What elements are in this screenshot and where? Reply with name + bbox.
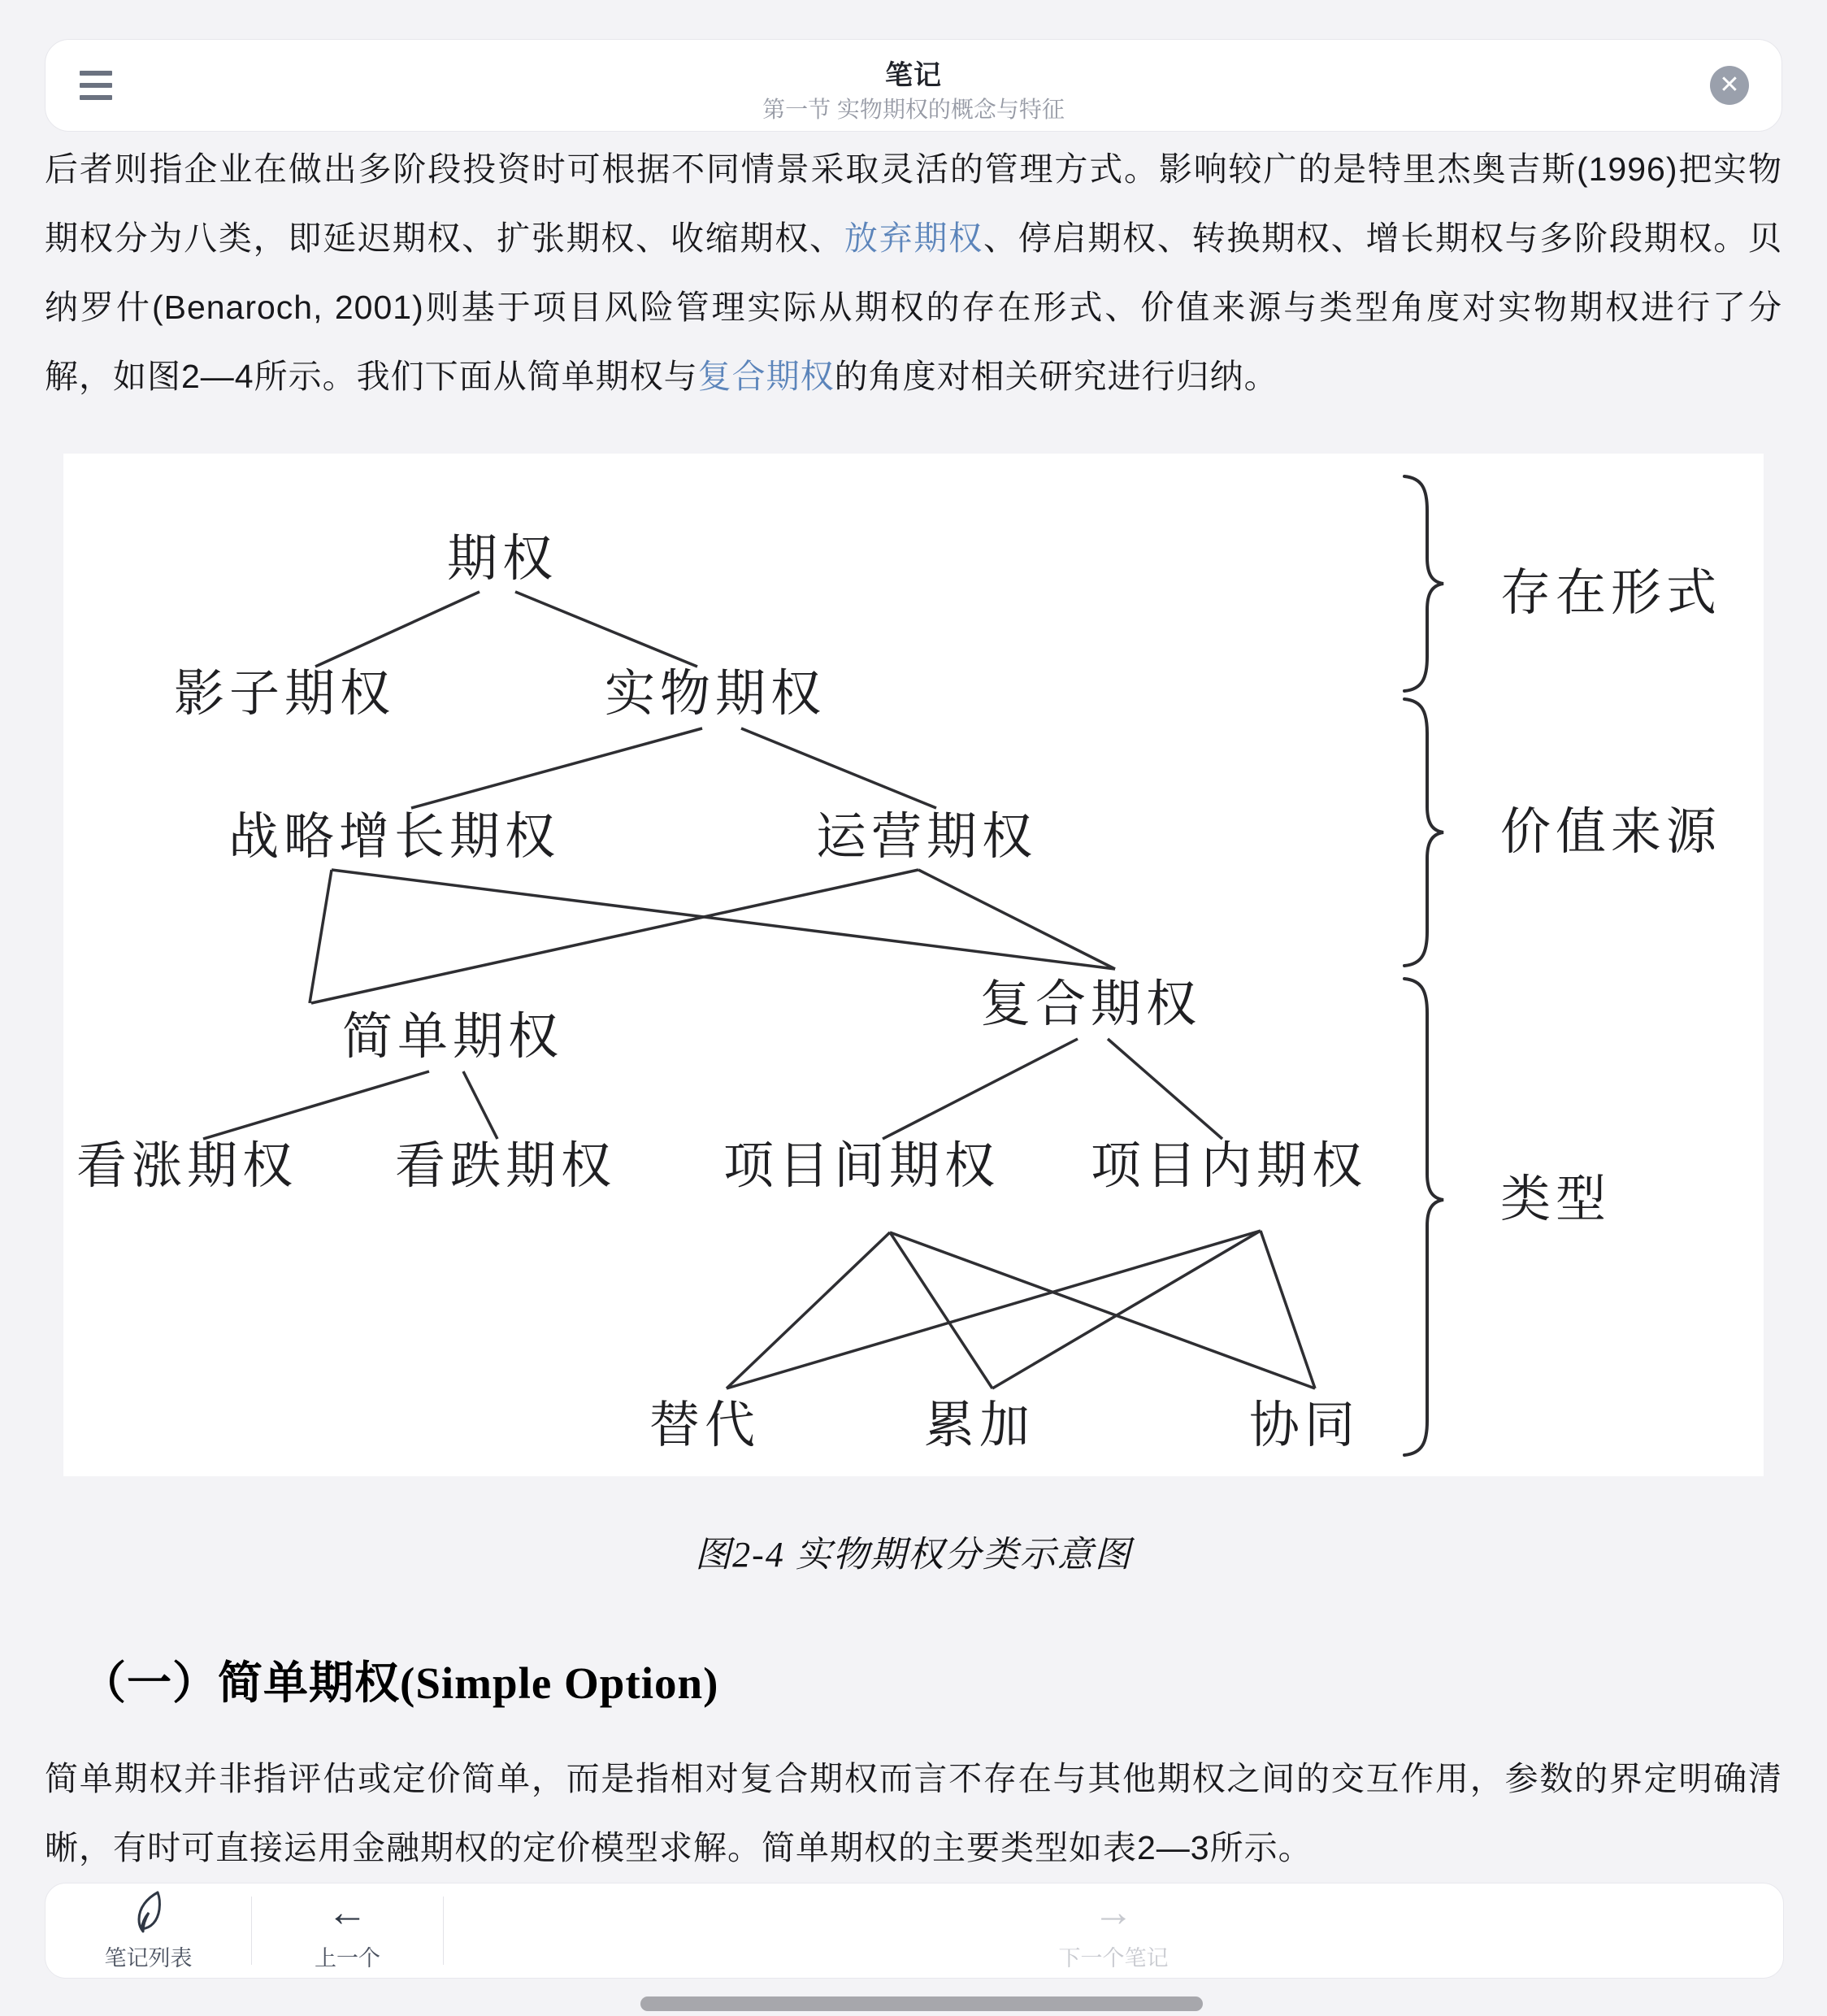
brace-label-type: 类型 [1500,1172,1612,1227]
left-arrow-icon: ← [327,1888,368,1935]
tree-node-inter-project-option: 项目间期权 [723,1139,1000,1194]
close-button[interactable] [1710,66,1749,105]
link-compound-option[interactable]: 复合期权 [697,358,835,395]
tree-edge [890,1232,992,1388]
tree-node-compound-option: 复合期权 [979,977,1202,1032]
tree-edge [890,1232,1315,1388]
note-list-label: 笔记列表 [104,1945,193,1970]
tree-node-substitute: 替代 [649,1398,761,1453]
tree-node-real-option: 实物期权 [604,667,827,722]
tree-node-strategic-growth-option: 战略增长期权 [228,810,561,865]
brace-label-value-source: 价值来源 [1500,805,1722,860]
brace-existence-form [1404,476,1443,691]
tree-node-call-option: 看涨期权 [76,1139,298,1194]
tree-node-synergy: 协同 [1248,1398,1360,1453]
classification-tree-svg [63,454,1764,1476]
next-note-button[interactable] [444,1883,1783,1978]
tree-edge [315,592,480,667]
tree-node-put-option: 看跌期权 [394,1139,617,1194]
tree-edge [883,1039,1078,1139]
header-bar [45,39,1782,132]
tree-edge [411,728,702,808]
tree-edge [310,870,332,1003]
right-arrow-icon: → [1093,1888,1134,1935]
section-heading: （一）简单期权(Simple Option) [81,1658,719,1708]
brace-value-source [1404,699,1443,966]
paragraph-text: 的角度对相关研究进行归纳。 [834,358,1278,395]
tree-edge [992,1231,1261,1388]
figure-2-4 [63,454,1764,1476]
tree-node-operating-option: 运营期权 [815,810,1038,865]
paragraph-text: 后者则指企业在做出多阶段投资时可根据不同情景采取灵活的管理方式。影响较广的是特里杰奥吉斯(1996)把实物期权分为八类，即延迟期权、扩张期权、收缩期权、 [45,150,1782,257]
body-paragraph-2: 简单期权并非指评估或定价简单，而是指相对复合期权而言不存在与其他期权之间的交互作用，参数的界定明确清晰，有时可直接运用金融期权的定价模型求解。简单期权的主要类型如表2—3所示。 [45,1760,1782,1866]
tree-edge [1108,1039,1222,1139]
quill-pen-icon [131,1890,167,1934]
page-subtitle: 第一节 实物期权的概念与特征 [762,97,1065,122]
link-abandon-option[interactable]: 放弃期权 [844,219,983,257]
tree-node-intra-project-option: 项目内期权 [1090,1139,1368,1194]
brace-label-existence-form: 存在形式 [1500,566,1722,621]
tree-edge [203,1071,429,1139]
tree-edge [311,870,918,1003]
note-list-button[interactable] [46,1883,251,1978]
tree-node-option: 期权 [446,532,558,587]
brace-type [1404,979,1443,1455]
figure-caption: 图2-4 实物期权分类示意图 [695,1535,1132,1575]
tree-edge [727,1231,1261,1388]
tree-edge [332,870,1115,969]
horizontal-scrollbar[interactable] [640,1996,1203,2011]
bottom-toolbar [45,1883,1784,1979]
tree-edge [918,870,1115,969]
tree-edge [463,1071,497,1139]
tree-node-simple-option: 简单期权 [341,1010,564,1065]
previous-button[interactable] [252,1883,443,1978]
paragraph-text: 、停启期权、转换期权、增长期权与多阶段期权。贝纳罗什(Benaroch, 2001)则基于项目风险管理实际从期权的存在形式、价值来源与类型角度对实物期权进行了分解，如图2—4所示。我们下面从简单期权与 [45,219,1783,395]
tree-node-shadow-option: 影子期权 [173,667,396,722]
next-note-label: 下一个笔记 [1058,1945,1169,1970]
body-paragraph-1 [45,135,1782,411]
page-title: 笔记 [885,60,942,91]
tree-node-additive: 累加 [923,1398,1035,1453]
tree-edge [741,728,936,808]
close-icon: ✕ [1719,72,1740,98]
tree-edge [1261,1231,1315,1388]
previous-label: 上一个 [315,1945,380,1970]
tree-edge [515,592,697,667]
